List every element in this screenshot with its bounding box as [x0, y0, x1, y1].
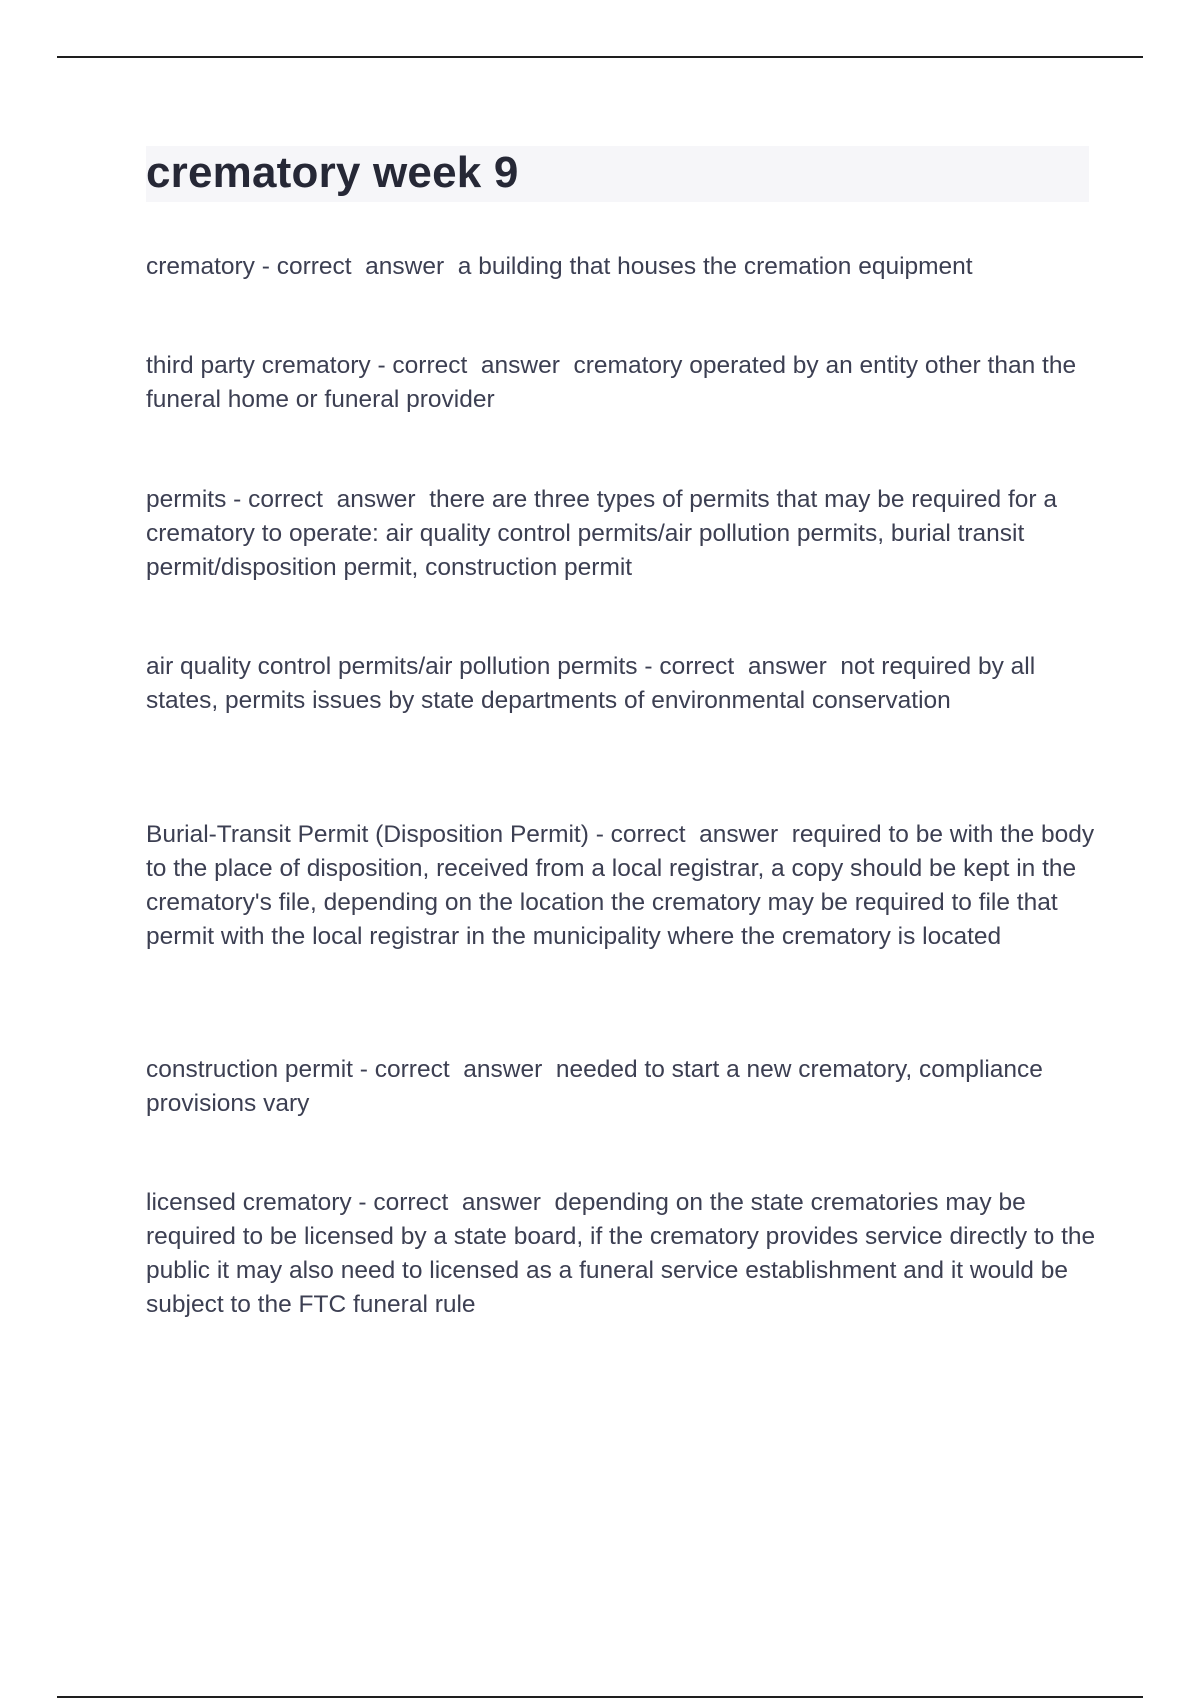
- entry-separator: - correct answer: [370, 352, 574, 379]
- entry-definition: required to be with the body to the place of disposition, received from a local registrar, a copy should be kept in the crematory's file, depending on the location the crematory may be required to file that permit with the local registrar in the municipality where the crematory is located: [146, 821, 1101, 950]
- entry-separator: - correct answer: [352, 1056, 556, 1083]
- entry-definition: a building that houses the cremation equipment: [457, 253, 973, 280]
- entry-definition: crematory operated by an entity other than the funeral home or funeral provider: [146, 352, 1083, 413]
- qa-entry-third-party-crematory: [146, 349, 1096, 417]
- entry-term: crematory: [146, 253, 255, 280]
- entry-term: construction permit: [146, 1056, 353, 1083]
- qa-entry-burial-transit-permit: [146, 818, 1101, 954]
- entry-term: air quality control permits/air pollution permits: [146, 653, 638, 680]
- qa-entry-permits: [146, 483, 1096, 585]
- top-divider: [57, 56, 1143, 58]
- qa-entry-air-quality-permits: [146, 650, 1096, 718]
- page-title: crematory week 9: [146, 148, 519, 197]
- entry-definition: not required by all states, permits issues by state departments of environmental conservation: [146, 653, 1042, 714]
- entry-term: permits: [146, 486, 227, 513]
- entry-definition: depending on the state crematories may be required to be licensed by a state board, if the crematory provides service directly to the public it may also need to licensed as a funeral service establishment and it would be subject to the FTC funeral rule: [146, 1189, 1102, 1318]
- entry-term: licensed crematory: [146, 1189, 352, 1216]
- entry-separator: - correct answer: [588, 821, 792, 848]
- bottom-divider: [57, 1696, 1143, 1698]
- qa-entry-construction-permit: [146, 1053, 1096, 1121]
- entry-term: Burial-Transit Permit (Disposition Permit): [146, 821, 589, 848]
- entry-separator: - correct answer: [254, 253, 458, 280]
- entry-separator: - correct answer: [351, 1189, 555, 1216]
- entry-definition: needed to start a new crematory, compliance provisions vary: [146, 1056, 1050, 1117]
- entry-term: third party crematory: [146, 352, 371, 379]
- entry-definition: there are three types of permits that may be required for a crematory to operate: air quality control permits/air pollution permits, burial transit permit/disposition permit, construction permit: [146, 486, 1064, 581]
- qa-entry-crematory: [146, 250, 1096, 284]
- qa-entry-licensed-crematory: [146, 1186, 1102, 1322]
- entry-separator: - correct answer: [226, 486, 430, 513]
- entry-separator: - correct answer: [637, 653, 841, 680]
